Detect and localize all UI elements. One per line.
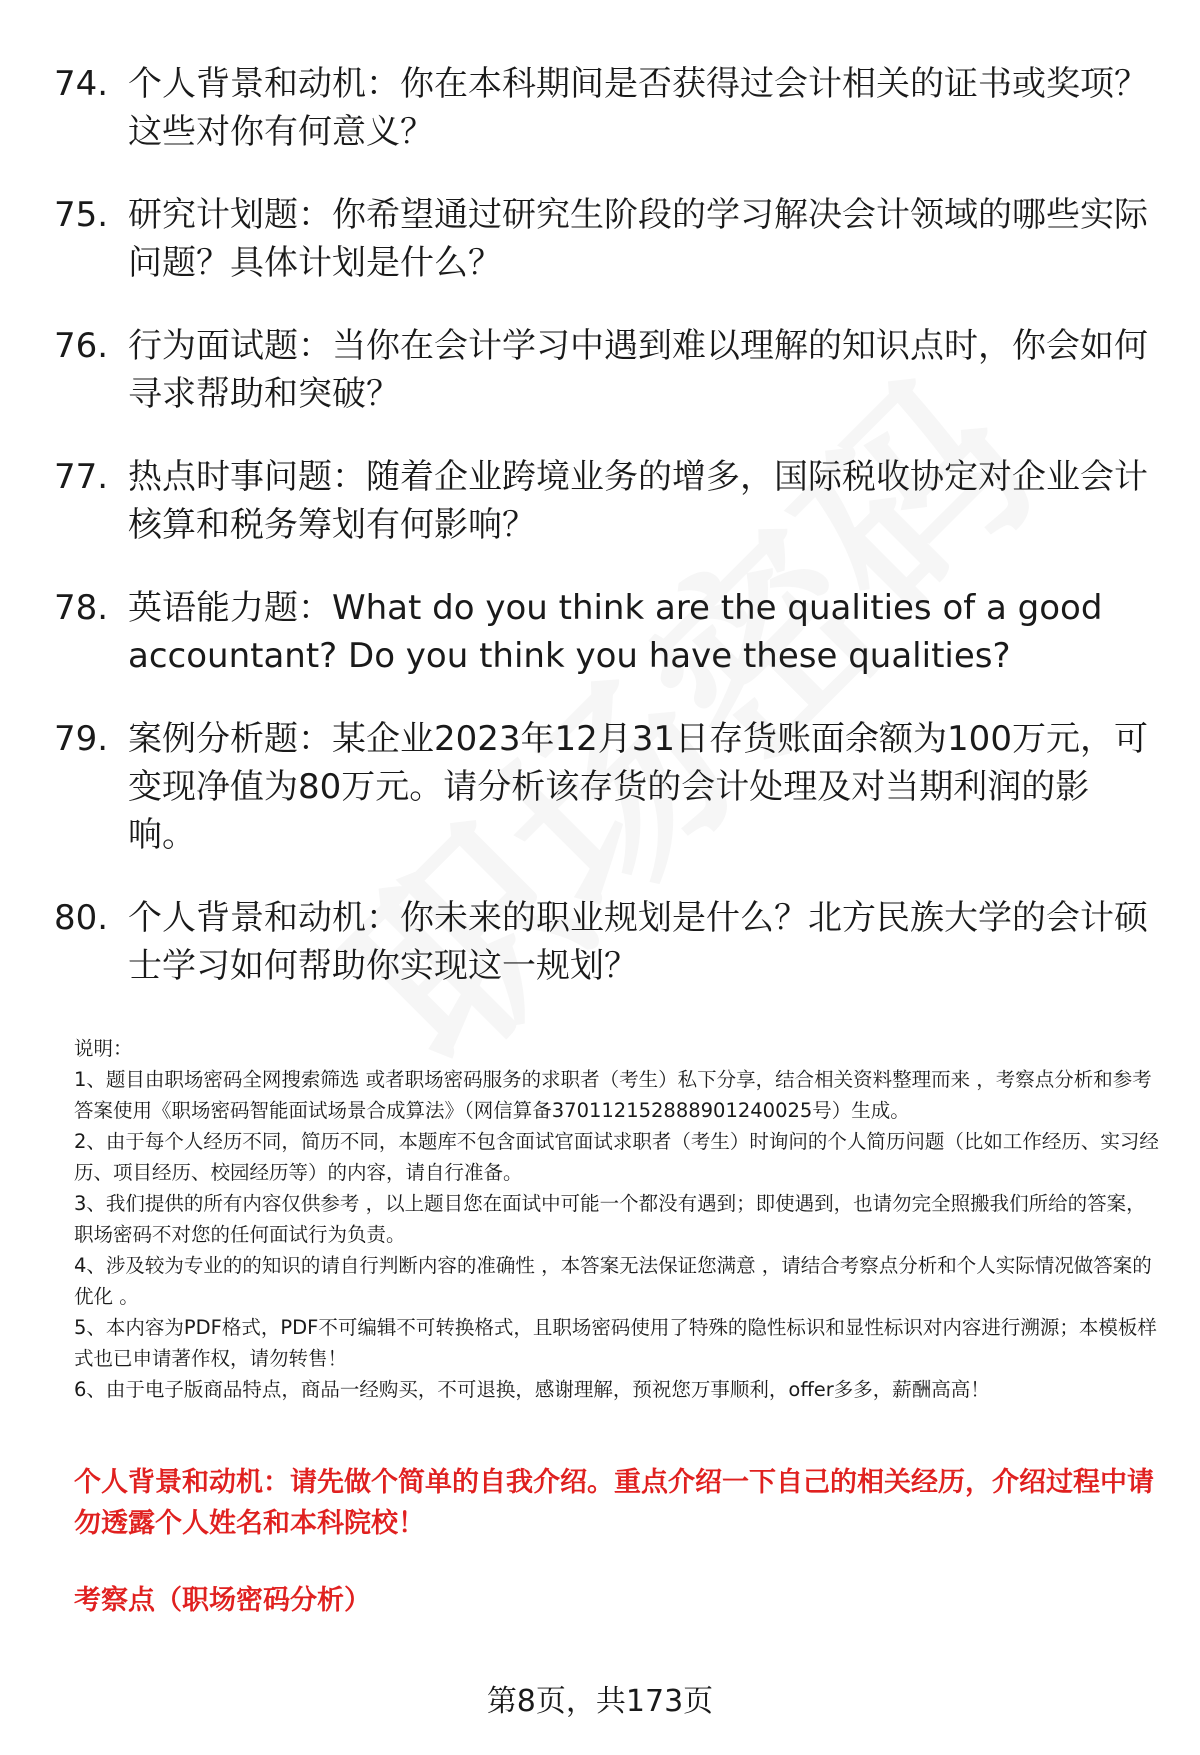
question-number: 77.: [54, 457, 109, 497]
question-item: [54, 584, 1154, 680]
question-text: 英语能力题：What do you think are the qualities of a good accountant? Do you think you have these qualities?: [128, 588, 1103, 676]
question-item: [54, 191, 1154, 287]
question-text: 行为面试题：当你在会计学习中遇到难以理解的知识点时，你会如何寻求帮助和突破？: [128, 326, 1148, 414]
notes-section: [74, 1033, 1160, 1405]
question-text: 热点时事问题：随着企业跨境业务的增多，国际税收协定对企业会计核算和税务筹划有何影响？: [128, 457, 1148, 545]
question-text: 研究计划题：你希望通过研究生阶段的学习解决会计领域的哪些实际问题？具体计划是什么？: [128, 195, 1148, 283]
question-text: 案例分析题：某企业2023年12月31日存货账面余额为100万元，可变现净值为80万元。请分析该存货的会计处理及对当期利润的影响。: [128, 719, 1148, 855]
question-number: 78.: [54, 588, 109, 628]
question-item: [54, 60, 1154, 156]
question-item: [54, 453, 1154, 549]
question-number: 79.: [54, 719, 109, 759]
note-item: 4、涉及较为专业的的知识的请自行判断内容的准确性 ，本答案无法保证您满意 ，请结合考察点分析和个人实际情况做答案的优化 。: [74, 1254, 1152, 1308]
note-item: 6、由于电子版商品特点，商品一经购买，不可退换，感谢理解，预祝您万事顺利，offer多多，薪酬高高！: [74, 1378, 990, 1401]
note-item: 5、本内容为PDF格式，PDF不可编辑不可转换格式，且职场密码使用了特殊的隐性标识和显性标识对内容进行溯源；本模板样式也已申请著作权，请勿转售！: [74, 1316, 1157, 1370]
question-number: 76.: [54, 326, 109, 366]
question-item: [54, 894, 1154, 990]
exam-point-heading: 考察点（职场密码分析）: [74, 1585, 371, 1616]
question-text: 个人背景和动机：你未来的职业规划是什么？北方民族大学的会计硕士学习如何帮助你实现这一规划？: [128, 898, 1148, 986]
notes-title: 说明：: [74, 1037, 133, 1060]
question-item: [54, 322, 1154, 418]
question-item: [54, 715, 1154, 859]
note-item: 3、我们提供的所有内容仅供参考 ，以上题目您在面试中可能一个都没有遇到；即使遇到，也请勿完全照搬我们所给的答案，职场密码不对您的任何面试行为负责。: [74, 1192, 1146, 1246]
question-number: 74.: [54, 64, 109, 104]
note-item: 2、由于每个人经历不同，简历不同，本题库不包含面试官面试求职者（考生）时询问的个人简历问题（比如工作经历、实习经历、项目经历、校园经历等）的内容，请自行准备。: [74, 1130, 1159, 1184]
note-item: 1、题目由职场密码全网搜索筛选 或者职场密码服务的求职者（考生）私下分享，结合相关资料整理而来 ，考察点分析和参考答案使用《职场密码智能面试场景合成算法》（网信算备370112152888901240025号）生成。: [74, 1068, 1152, 1122]
question-number: 80.: [54, 898, 109, 938]
page-footer: 第8页，共173页: [486, 1684, 714, 1719]
question-text: 个人背景和动机：你在本科期间是否获得过会计相关的证书或奖项？这些对你有何意义？: [128, 64, 1148, 152]
question-list: [54, 60, 1154, 1025]
question-number: 75.: [54, 195, 109, 235]
highlight-question: 个人背景和动机：请先做个简单的自我介绍。重点介绍一下自己的相关经历，介绍过程中请勿透露个人姓名和本科院校！: [74, 1467, 1154, 1539]
